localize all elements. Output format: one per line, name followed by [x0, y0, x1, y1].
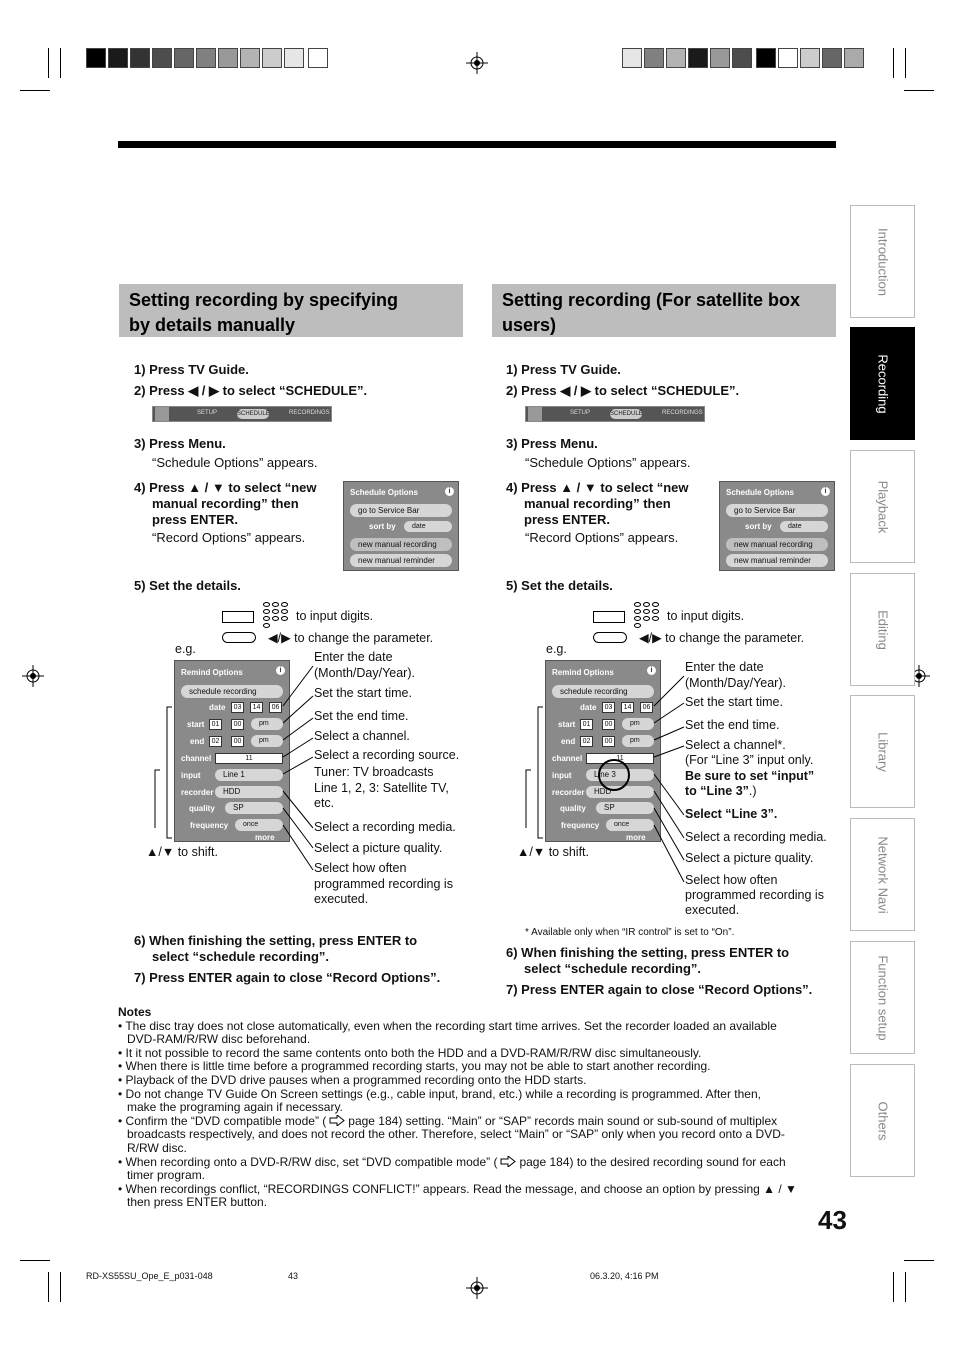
schedule-options-panel: Schedule Options i go to Service Bar sort by date new manual recording new manual reminder	[343, 481, 459, 571]
right-step-3: 3) Press Menu.	[506, 436, 598, 451]
right-step-6: 6) When finishing the setting, press ENTER to select “schedule recording”.	[506, 945, 790, 976]
tab-editing[interactable]: Editing	[850, 573, 915, 686]
info-icon: i	[276, 666, 285, 675]
tab-library[interactable]: Library	[850, 695, 915, 808]
info-icon: i	[445, 487, 454, 496]
tab-network-navi[interactable]: Network Navi	[850, 818, 915, 931]
cursor-button-icon	[593, 632, 627, 643]
right-section-heading: Setting recording (For satellite box users)	[492, 284, 836, 337]
registration-mark-icon	[22, 665, 44, 687]
right-step-1: 1) Press TV Guide.	[506, 362, 621, 377]
registration-mark-icon	[466, 1277, 488, 1299]
digit-keys-icon	[634, 602, 662, 628]
digit-keys-icon	[263, 602, 291, 628]
tab-playback[interactable]: Playback	[850, 450, 915, 563]
tab-introduction[interactable]: Introduction	[850, 205, 915, 318]
right-step-5: 5) Set the details.	[506, 578, 613, 593]
tv-guide-bar: SETUP SCHEDULE RECORDINGS	[525, 406, 705, 422]
footer-page: 43	[288, 1271, 299, 1281]
cursor-button-icon	[222, 632, 256, 643]
left-step-3: 3) Press Menu.	[134, 436, 226, 451]
remind-options-panel: Remind Options i schedule recording date 03 14 06 start 01 00 pm end 02 00 pm channel 11 input Line 3 recorder HDD quality SP frequency once more	[545, 660, 661, 842]
left-step-1: 1) Press TV Guide.	[134, 362, 249, 377]
schedule-options-panel: Schedule Options i go to Service Bar sort by date new manual recording new manual reminder	[719, 481, 835, 571]
footer-date: 06.3.20, 4:16 PM	[590, 1271, 659, 1281]
info-icon: i	[647, 666, 656, 675]
left-section-heading: Setting recording by specifying by details manually	[119, 284, 463, 337]
notes: Notes • The disc tray does not close automatically, even when the recording start time arrives. Set the recorder loaded an available DVD-RAM/R/RW disc beforehand. • It it not possible to record the same contents onto both the HDD and a DVD-RAM/R/RW disc simultaneously. • When there is little time before a programmed recording starts, you may not be able to start another recording. • Playback of the DVD drive pauses when a programmed recording onto the HDD starts. • Do not change TV Guide On Screen settings (e.g., cable input, brand, etc.) while a recording is programmed. After then, make the programing again if necessary. • Confirm the “DVD compatible mode” ( page 184) setting. “Main” or “SAP” records main sound or sub-sound of multiplex broadcasts respectively, and does not record the other. Therefore, select “Main” or “SAP” only when you record onto a DVD- R/RW disc. • When recording onto a DVD-R/RW disc, set “DVD compatible mode” ( page 184) to the desired recording sound for each timer program. • When recordings conflict, “RECORDINGS CONFLICT!” appears. Read the message, and choose an option by pressing ▲ / ▼ then press ENTER button.	[118, 1005, 797, 1210]
tab-recording[interactable]: Recording	[850, 327, 915, 440]
right-step-2: 2) Press ◀ / ▶ to select “SCHEDULE”.	[506, 383, 740, 398]
page-reference-arrow-icon	[500, 1156, 516, 1167]
left-step-5: 5) Set the details.	[134, 578, 241, 593]
tv-guide-logo-icon	[155, 407, 169, 421]
left-step-6: 6) When finishing the setting, press ENTER to select “schedule recording”.	[134, 933, 418, 964]
tab-others[interactable]: Others	[850, 1064, 915, 1177]
tv-guide-logo-icon	[528, 407, 542, 421]
info-icon: i	[821, 487, 830, 496]
remind-options-panel: Remind Options i schedule recording date 03 14 06 start 01 00 pm end 02 00 pm channel 11 input Line 1 recorder HDD quality SP frequency once more	[174, 660, 290, 842]
number-button-icon	[593, 611, 625, 623]
tab-function-setup[interactable]: Function setup	[850, 941, 915, 1054]
left-step-7: 7) Press ENTER again to close “Record Options”.	[134, 970, 441, 985]
top-rule	[118, 141, 836, 148]
right-step-7: 7) Press ENTER again to close “Record Options”.	[506, 982, 813, 997]
left-step-2: 2) Press ◀ / ▶ to select “SCHEDULE”.	[134, 383, 368, 398]
footer-file: RD-XS55SU_Ope_E_p031-048	[86, 1271, 213, 1281]
page-reference-arrow-icon	[329, 1115, 345, 1126]
number-button-icon	[222, 611, 254, 623]
page-number: 43	[818, 1205, 847, 1235]
tv-guide-bar: SETUP SCHEDULE RECORDINGS	[152, 406, 332, 422]
registration-mark-icon	[466, 52, 488, 74]
footnote: * Available only when “IR control” is set to “On”.	[525, 927, 735, 938]
left-step-4: 4) Press ▲ / ▼ to select “new manual recording” then press ENTER.	[134, 480, 317, 527]
right-step-4: 4) Press ▲ / ▼ to select “new manual recording” then press ENTER.	[506, 480, 689, 527]
